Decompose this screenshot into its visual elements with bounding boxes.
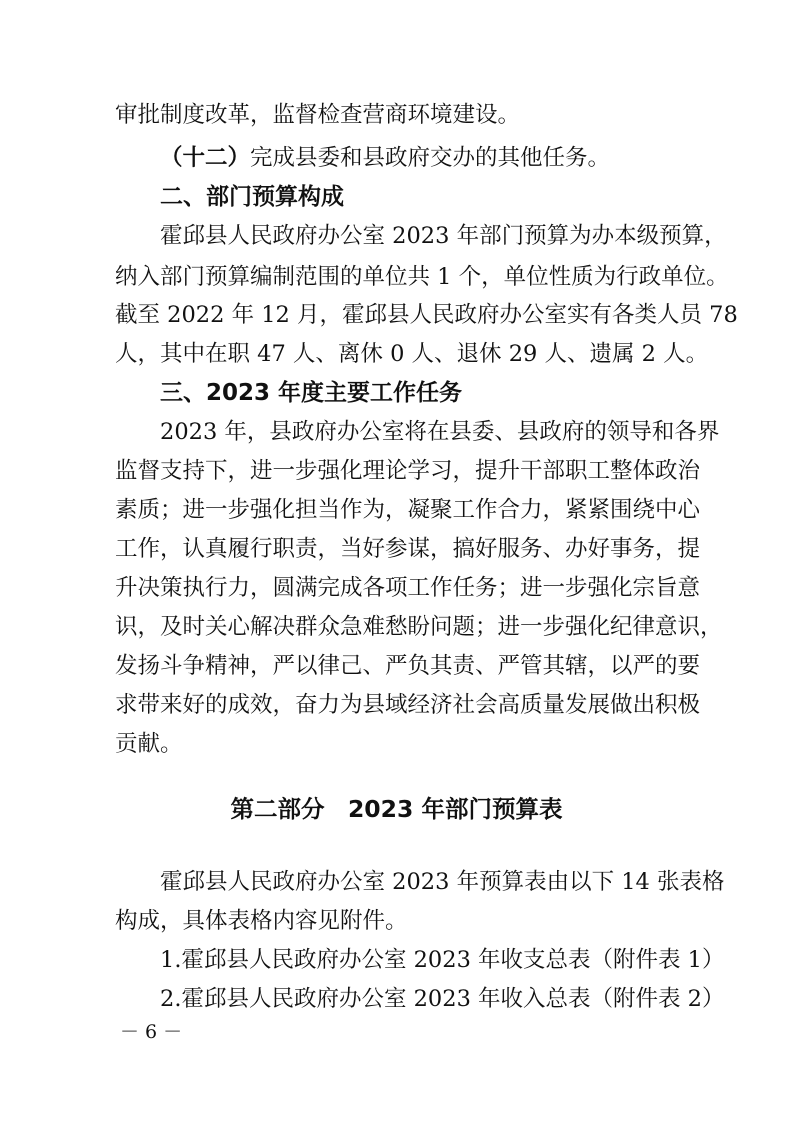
paragraph-line: 审批制度改革，监督检查营商环境建设。 — [115, 102, 521, 128]
paragraph-line: 素质；进一步强化担当作为，凝聚工作合力，紧紧围绕中心 — [115, 497, 701, 523]
paragraph-line: 构成，具体表格内容见附件。 — [115, 908, 408, 934]
task-item-12 — [160, 143, 680, 173]
paragraph-line: 霍邱县人民政府办公室 2023 年预算表由以下 14 张表格 — [160, 869, 725, 895]
paragraph-line: 升决策执行力，圆满完成各项工作任务；进一步强化宗旨意 — [115, 575, 701, 601]
attachment-list-item: 2.霍邱县人民政府办公室 2023 年收入总表（附件表 2） — [160, 986, 725, 1012]
paragraph-line: 识，及时关心解决群众急难愁盼问题；进一步强化纪律意识， — [115, 614, 723, 640]
paragraph-line: 2023 年，县政府办公室将在县委、县政府的领导和各界 — [160, 419, 720, 445]
paragraph-line: 求带来好的成效，奋力为县域经济社会高质量发展做出积极 — [115, 692, 701, 718]
attachment-list-item: 1.霍邱县人民政府办公室 2023 年收支总表（附件表 1） — [160, 947, 725, 973]
paragraph-line: 发扬斗争精神，严以律己、严负其责、严管其辖，以严的要 — [115, 653, 701, 679]
section-heading-main-tasks: 三、2023 年度主要工作任务 — [160, 380, 463, 406]
task-item-text: 完成县委和县政府交办的其他任务。 — [250, 145, 611, 171]
paragraph-line: 纳入部门预算编制范围的单位共 1 个，单位性质为行政单位。 — [115, 264, 729, 290]
paragraph-line: 霍邱县人民政府办公室 2023 年部门预算为办本级预算， — [160, 223, 727, 249]
task-item-number: （十二） — [160, 145, 251, 171]
paragraph-line: 贡献。 — [115, 731, 183, 757]
page-number: － 6 － — [120, 1021, 183, 1043]
paragraph-line: 监督支持下，进一步强化理论学习，提升干部职工整体政治 — [115, 458, 701, 484]
paragraph-line: 截至 2022 年 12 月，霍邱县人民政府办公室实有各类人员 78 — [115, 302, 738, 328]
paragraph-line: 人，其中在职 47 人、离休 0 人、退休 29 人、遗属 2 人。 — [115, 341, 709, 367]
part-title: 第二部分 2023 年部门预算表 — [230, 795, 563, 823]
paragraph-line: 工作，认真履行职责，当好参谋，搞好服务、办好事务，提 — [115, 536, 701, 562]
section-heading-budget-composition: 二、部门预算构成 — [160, 184, 344, 210]
